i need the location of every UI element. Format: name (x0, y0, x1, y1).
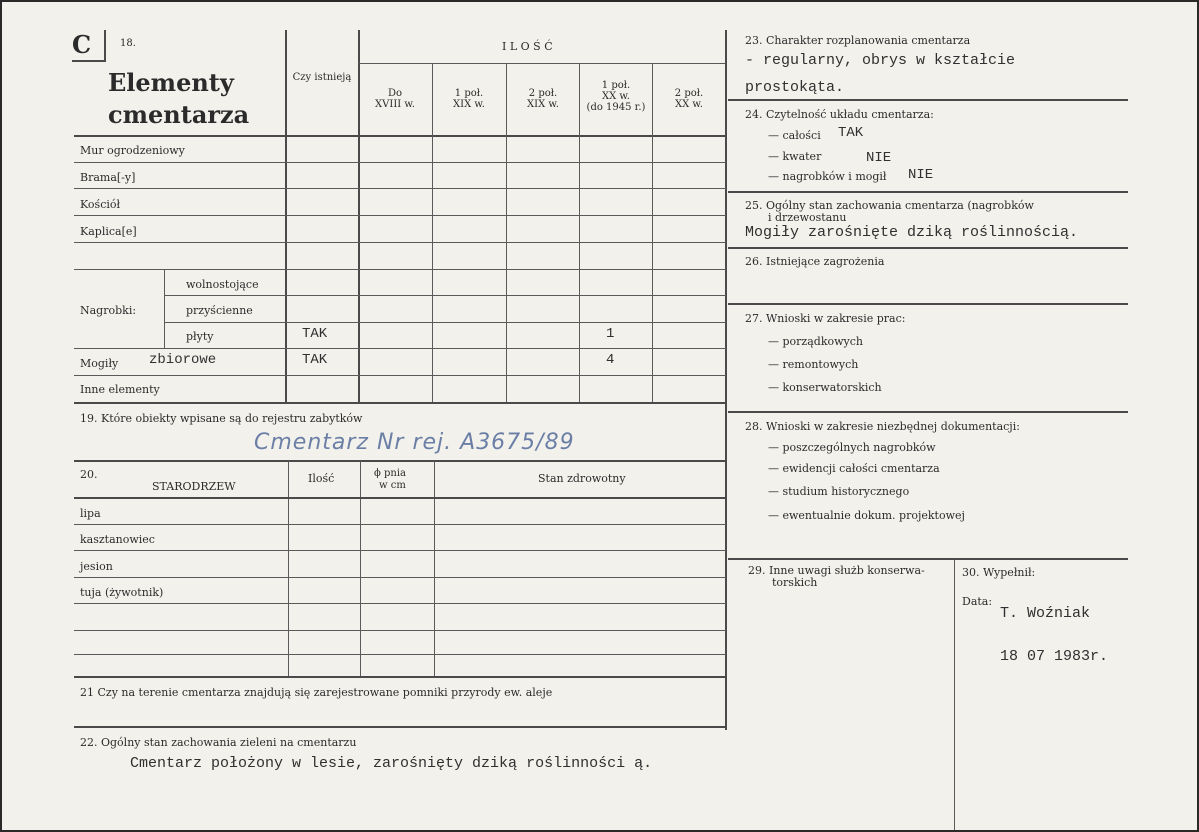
s23-value2: prostokąta. (745, 79, 845, 96)
s24-calosci-value: TAK (838, 125, 864, 141)
s24-calosci: — całości (768, 129, 821, 142)
s28-item: — ewidencji całości cmentarza (768, 462, 940, 475)
plyty-exists: TAK (302, 326, 328, 342)
s20-title: STARODRZEW (152, 480, 236, 493)
s24-kwater-value: NIE (866, 150, 892, 166)
s26-label: 26. Istniejące zagrożenia (745, 255, 885, 268)
s20-pnia2: w cm (379, 480, 406, 491)
s27-item: — porządkowych (768, 335, 863, 348)
s20-ilosc: Ilość (308, 472, 335, 485)
title-line1: Elementy (108, 68, 234, 97)
s22-value: Cmentarz położony w lesie, zarośnięty dziką roślinności ą. (130, 755, 653, 772)
plyty-count: 1 (606, 326, 615, 342)
s29-label2: torskich (772, 576, 818, 589)
s27-label: 27. Wnioski w zakresie prac: (745, 312, 906, 325)
mogily-exists: TAK (302, 352, 328, 368)
tree-row: tuja (żywotnik) (80, 586, 164, 599)
inventory-card (2, 2, 1197, 830)
s25-label2: i drzewostanu (768, 211, 847, 224)
s30-date: 18 07 1983r. (1000, 648, 1109, 665)
s28-label: 28. Wnioski w zakresie niezbędnej dokumentacji: (745, 420, 1020, 433)
row-nagrobki: Nagrobki: (80, 304, 137, 317)
title-line2: cmentarza (108, 100, 250, 129)
section-number: 18. (120, 38, 136, 49)
mogily-typed: zbiorowe (149, 352, 217, 368)
col-exists-header: Czy istnieją (292, 72, 352, 83)
s30-data-label: Data: (962, 595, 993, 608)
period-header: Do XVIII w. (375, 88, 415, 110)
row-brama: Brama[-y] (80, 171, 136, 184)
s24-kwater: — kwater (768, 150, 822, 163)
period-header: 1 poł. XIX w. (453, 88, 485, 110)
period-header: 2 poł. XX w. (674, 88, 704, 110)
section-letter: C (72, 30, 92, 59)
tree-row: lipa (80, 507, 101, 520)
period-header: 1 poł. XX w. (do 1945 r.) (586, 80, 646, 113)
mogily-count: 4 (606, 352, 615, 368)
s29-label1: 29. Inne uwagi służb konserwa- (748, 564, 925, 577)
s25-label1: 25. Ogólny stan zachowania cmentarza (nagrobków (745, 199, 1034, 212)
s28-item: — ewentualnie dokum. projektowej (768, 509, 965, 522)
s23-label: 23. Charakter rozplanowania cmentarza (745, 34, 971, 47)
tree-row: kasztanowiec (80, 533, 155, 546)
row-przyscienne: przyścienne (186, 304, 253, 317)
s28-item: — poszczególnych nagrobków (768, 441, 936, 454)
s25-value: Mogiły zarośnięte dziką roślinnością. (745, 224, 1079, 241)
row-wolnostojace: wolnostojące (186, 278, 259, 291)
s21-label: 21 Czy na terenie cmentarza znajdują się zarejestrowane pomniki przyrody ew. aleje (80, 686, 553, 699)
s28-item: — studium historycznego (768, 485, 910, 498)
s24-nagrobkow-value: NIE (908, 167, 934, 183)
s23-value1: - regularny, obrys w kształcie (745, 52, 1016, 69)
s27-item: — remontowych (768, 358, 859, 371)
s19-label: 19. Które obiekty wpisane są do rejestru zabytków (80, 412, 363, 425)
tree-row: jesion (80, 560, 113, 573)
s22-label: 22. Ogólny stan zachowania zieleni na cmentarzu (80, 736, 357, 749)
s20-num: 20. (80, 468, 98, 481)
s27-item: — konserwatorskich (768, 381, 882, 394)
row-kosciol: Kościół (80, 198, 121, 211)
s24-nagrobkow: — nagrobków i mogił (768, 170, 887, 183)
row-plyty: płyty (186, 330, 214, 343)
period-header: 2 poł. XIX w. (527, 88, 559, 110)
row-mogily: Mogiły (80, 357, 119, 370)
ilosc-header: I L O Ś Ć (502, 40, 553, 53)
row-kaplica: Kaplica[e] (80, 225, 137, 238)
row-inne: Inne elementy (80, 383, 160, 396)
s24-label: 24. Czytelność układu cmentarza: (745, 108, 934, 121)
s30-name: T. Woźniak (1000, 605, 1091, 622)
s19-handwriting: Cmentarz Nr rej. A3675/89 (254, 430, 575, 455)
s30-label: 30. Wypełnił: (962, 566, 1036, 579)
s20-stan: Stan zdrowotny (538, 472, 626, 485)
row-mur: Mur ogrodzeniowy (80, 144, 185, 157)
s20-pnia1: ϕ pnia (374, 468, 406, 479)
